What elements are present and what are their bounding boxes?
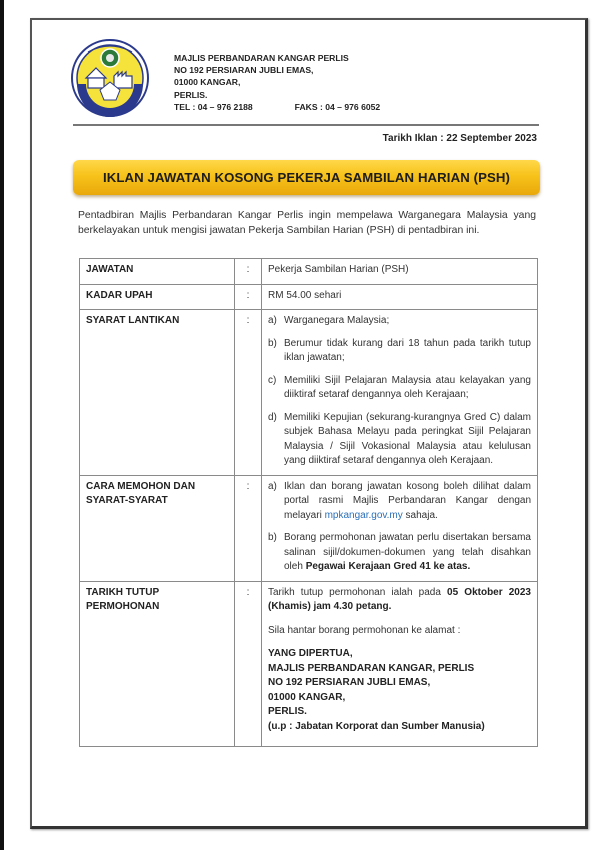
send-instruction: Sila hantar borang permohonan ke alamat : <box>268 624 461 636</box>
row-value <box>262 475 538 581</box>
table-row-cara-memohon <box>80 475 538 581</box>
portal-link[interactable]: mpkangar.gov.my <box>324 509 403 521</box>
telephone-number: TEL : 04 – 976 2188 <box>174 101 253 112</box>
title-banner <box>73 160 540 195</box>
header-divider <box>73 124 539 126</box>
certifier-requirement: Pegawai Kerajaan Gred 41 ke atas. <box>305 561 471 572</box>
address-line: PERLIS. <box>268 706 307 717</box>
org-line: PERLIS. <box>174 89 208 100</box>
row-separator: : <box>235 259 262 285</box>
organization-address <box>174 52 380 113</box>
row-separator: : <box>235 284 262 310</box>
table-row-syarat-lantikan <box>80 310 538 476</box>
list-item <box>268 314 531 329</box>
list-marker: b) <box>268 532 277 543</box>
org-line: NO 192 PERSIARAN JUBLI EMAS, <box>174 65 314 76</box>
table-row-kadar-upah <box>80 284 538 310</box>
intro-paragraph: Pentadbiran Majlis Perbandaran Kangar Perlis ingin mempelawa Warganegara Malaysia yang berkelayakan untuk mengisi jawatan Pekerja Sambilan Harian (PSH) di pentadbiran ini. <box>78 210 536 236</box>
list-text: Memiliki Kepujian (sekurang-kurangnya Gred C) dalam subjek Bahasa Melayu pada peringkat Sijil Pelajaran Malaysia / Sijil Vokasional Malaysia atau kelulusan yang diiktiraf setaraf dengannya oleh Kerajaan. <box>284 411 531 466</box>
list-marker: a) <box>268 315 277 326</box>
address-line: YANG DIPERTUA, <box>268 648 353 659</box>
closing-text-part: Tarikh tutup permohonan ialah pada <box>268 586 448 598</box>
row-value: Pekerja Sambilan Harian (PSH) <box>262 259 538 285</box>
list-item <box>268 480 531 524</box>
table-row-tarikh-tutup <box>80 581 538 747</box>
address-line: (u.p : Jabatan Korporat dan Sumber Manusia) <box>268 720 485 732</box>
list-text <box>284 531 531 575</box>
org-line: 01000 KANGAR, <box>174 77 241 88</box>
row-label: TARIKH TUTUP PERMOHONAN <box>80 581 235 747</box>
contact-line <box>174 101 380 113</box>
table-row-jawatan <box>80 259 538 285</box>
list-marker: b) <box>268 337 277 349</box>
row-label: CARA MEMOHON DAN SYARAT-SYARAT <box>80 475 235 581</box>
closing-date: 05 Oktober 2023 (Khamis) jam 4.30 petang. <box>268 586 531 612</box>
row-value <box>262 310 538 476</box>
list-item <box>268 531 531 575</box>
row-value <box>262 581 538 747</box>
row-separator: : <box>235 310 262 476</box>
mailing-address <box>268 647 531 734</box>
banner-title: IKLAN JAWATAN KOSONG PEKERJA SAMBILAN HARIAN (PSH) <box>103 170 510 185</box>
address-line: NO 192 PERSIARAN JUBLI EMAS, <box>268 677 431 688</box>
row-separator: : <box>235 475 262 581</box>
closing-date-text <box>268 586 531 615</box>
left-edge-strip <box>0 0 4 850</box>
list-text-part: Iklan dan borang jawatan kosong boleh dilihat dalam portal rasmi Majlis Perbandaran Kangar dengan melayari <box>284 480 531 521</box>
list-item <box>268 337 531 366</box>
row-label: KADAR UPAH <box>80 284 235 310</box>
row-separator: : <box>235 581 262 747</box>
list-text-part: sahaja. <box>402 509 438 521</box>
list-text-part: Borang permohonan jawatan perlu disertakan bersama salinan sijil/dokumen-dokumen yang telah disahkan oleh <box>284 532 531 572</box>
advertisement-date: Tarikh Iklan : 22 September 2023 <box>382 133 537 144</box>
row-value: RM 54.00 sehari <box>262 284 538 310</box>
row-label: SYARAT LANTIKAN <box>80 310 235 476</box>
list-text: Memiliki Sijil Pelajaran Malaysia atau kelayakan yang diiktiraf setaraf dengannya oleh Kerajaan; <box>284 374 531 400</box>
list-item <box>268 374 531 403</box>
list-text <box>284 480 531 524</box>
org-line: MAJLIS PERBANDARAN KANGAR PERLIS <box>174 53 349 63</box>
address-line: MAJLIS PERBANDARAN KANGAR, PERLIS <box>268 662 475 674</box>
list-marker: d) <box>268 411 277 423</box>
address-line: 01000 KANGAR, <box>268 691 346 703</box>
list-marker: c) <box>268 374 277 386</box>
fax-number: FAKS : 04 – 976 6052 <box>294 101 381 112</box>
row-label: JAWATAN <box>80 259 235 285</box>
job-details-table <box>79 258 538 747</box>
list-text: Berumur tidak kurang dari 18 tahun pada tarikh tutup iklan jawatan; <box>284 337 531 363</box>
list-item <box>268 411 531 469</box>
letterhead <box>70 38 550 124</box>
mpk-crest-logo-icon <box>70 38 150 118</box>
list-text: Warganegara Malaysia; <box>284 315 390 326</box>
list-marker: a) <box>268 480 277 492</box>
